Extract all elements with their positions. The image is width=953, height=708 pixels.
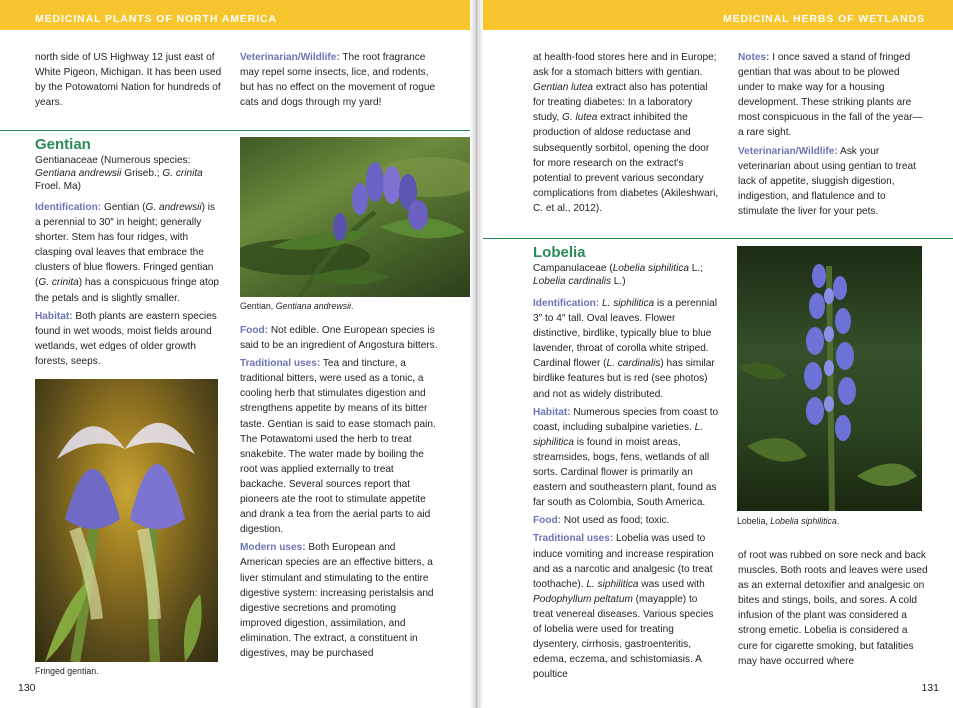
fringed-gentian-caption: Fringed gentian.	[35, 666, 99, 676]
left-vet-section	[240, 50, 438, 113]
gentian-left-column	[35, 200, 223, 372]
lobelia-habitat: Habitat: Numerous species from coast to coast, including subalpine varieties. L. siphilitica is found in moist areas, streamsides, bogs, fens, wetlands of all sorts. Cardinal flower is primarily an eastern and southeastern plant, found as far south as Colombia, South America.	[533, 406, 719, 509]
gentian-title: Gentian	[35, 136, 91, 153]
gentian-photo-caption: Gentian, Gentiana andrewsii.	[240, 301, 354, 311]
lobelia-right-column	[738, 548, 928, 672]
right-page	[483, 0, 953, 708]
right-page-number: 131	[921, 682, 939, 694]
intro-paragraph: north side of US Highway 12 just east of White Pigeon, Michigan. It has been used by the Potowatomi Nation for hundreds of years.	[35, 52, 222, 109]
left-page-number: 130	[18, 682, 36, 694]
vet-paragraph	[240, 50, 438, 110]
gentian-photo-illustration	[240, 137, 470, 297]
gentian-habitat: Habitat: Both plants are eastern species found in wet woods, moist fields around wetlands, wet edges of older growth forests, seeps.	[35, 310, 217, 367]
lobelia-traditional-uses-continued: of root was rubbed on sore neck and back muscles. Both roots and leaves were used as an external detoxifier and analgesic on bites and stings, boils, and sores. A cold infusion of the plant was considered a strong emetic. Lobelia is considered a cure for cigarette smoking, but fatalities may have occurred where	[738, 550, 928, 667]
vet-text: The root fragrance may repel some insects, lice, and rodents, but has no effect on the movement of rogue cats and dogs through my yard!	[240, 52, 436, 109]
gentian-section-rule	[0, 130, 470, 131]
lobelia-identification: Identification: L. siphilitica is a perennial 3″ to 4″ tall. Oval leaves. Flower distinctive, birdlike, typically blue to blue lavender, throat of corolla white striped. Cardinal flower (L. cardinalis) has similar birdlike features but is red (see photos) and not as widely distributed.	[533, 298, 718, 400]
fringed-gentian-illustration	[35, 379, 218, 662]
gentian-food: Food: Not edible. One European species is said to be an ingredient of Angostura bitters.	[240, 325, 438, 352]
gentian-identification: Identification: Gentian (G. andrewsii) is a perennial to 30″ in height; generally shorter. Stem has four ridges, with clasping oval leaves that embrace the clusters of blue flowers. Fringed gentian (G. crinita) has a conspicuous fringe atop the petals and is slightly smaller.	[35, 202, 220, 304]
lobelia-section-rule	[483, 238, 953, 239]
gentian-traditional-uses: Traditional uses: Tea and tincture, a traditional bitters, were used as a tonic, a cooling herb that stimulates digestion and strengthens appetite by means of its bitter taste. Gentian is said to ease stomach pain. The Potawatomi used the herb to treat snakebite. The water made by boiling the root was applied externally to treat backache. Several sources report that pioneers ate the root to stimulate appetite and drank a tea from the aerial parts to aid digestion.	[240, 358, 436, 536]
lobelia-left-column	[533, 296, 719, 685]
gentian-right-column	[240, 323, 438, 664]
lobelia-illustration	[737, 246, 922, 511]
notes-paragraph: Notes: I once saved a stand of fringed gentian that was about to be plowed under to make way for a housing development. These striking plants are most conspicuous in the fall of the year—a rare sight.	[738, 52, 923, 139]
lobelia-scientific-names: Campanulaceae (Lobelia siphilitica L.; Lobelia cardinalis L.)	[533, 263, 704, 287]
left-page	[0, 0, 470, 708]
gentian-modern-uses: Modern uses: Both European and American species are an effective bitters, a liver stimulant and stimulating to the entire digestive system: increasing peristalsis and digestive secretions and promoting improved digestion, assimilation, and elimination. The extract, a constituent in digestives, may be purchased	[240, 542, 434, 659]
left-running-header: MEDICINAL PLANTS OF NORTH AMERICA	[35, 13, 278, 25]
lobelia-photo	[737, 246, 922, 511]
right-running-header: MEDICINAL HERBS OF WETLANDS	[722, 13, 925, 25]
right-vet-paragraph: Veterinarian/Wildlife: Ask your veterinarian about using gentian to treat lack of appetite, sluggish digestion, indigestion, and flatulence and to stimulate the liver for your pets.	[738, 145, 916, 217]
right-col1-top	[533, 50, 719, 219]
lobelia-traditional-uses: Traditional uses: Lobelia was used to induce vomiting and increase respiration and as a narcotic and analgesic (to treat toothache). L. siphilitica was used with Podophyllum peltatum (mayapple) to treat venereal diseases. Various species of lobelia were used for treating dysentery, cirrhosis, gastroenteritis, edema, eczema, and schistomiasis. A poultice	[533, 533, 714, 681]
book-gutter	[470, 0, 483, 708]
lobelia-food: Food: Not used as food; toxic.	[533, 515, 670, 527]
lobelia-title: Lobelia	[533, 244, 586, 261]
gentian-continued-paragraph: at health-food stores here and in Europe; ask for a stomach bitters with gentian. Gentian lutea extract also has potential for treating diabetes: In a laboratory study, G. lutea extract inhibited the production of aldose reductase and subsequently sorbitol, opening the door for more research on the extract's potential to prevent various secondary complications from diabetes (Akileshwari, C. et al., 2012).	[533, 52, 719, 214]
vet-label: Veterinarian/Wildlife:	[240, 52, 340, 63]
fringed-gentian-photo	[35, 379, 218, 662]
gentian-scientific-names: Gentianaceae (Numerous species: Gentiana andrewsii Griseb.; G. crinita Froel. Ma)	[35, 155, 203, 192]
right-col2-top	[738, 50, 928, 222]
lobelia-photo-caption: Lobelia, Lobelia siphilitica.	[737, 516, 840, 526]
gentian-photo	[240, 137, 470, 297]
left-intro-text	[35, 50, 225, 113]
